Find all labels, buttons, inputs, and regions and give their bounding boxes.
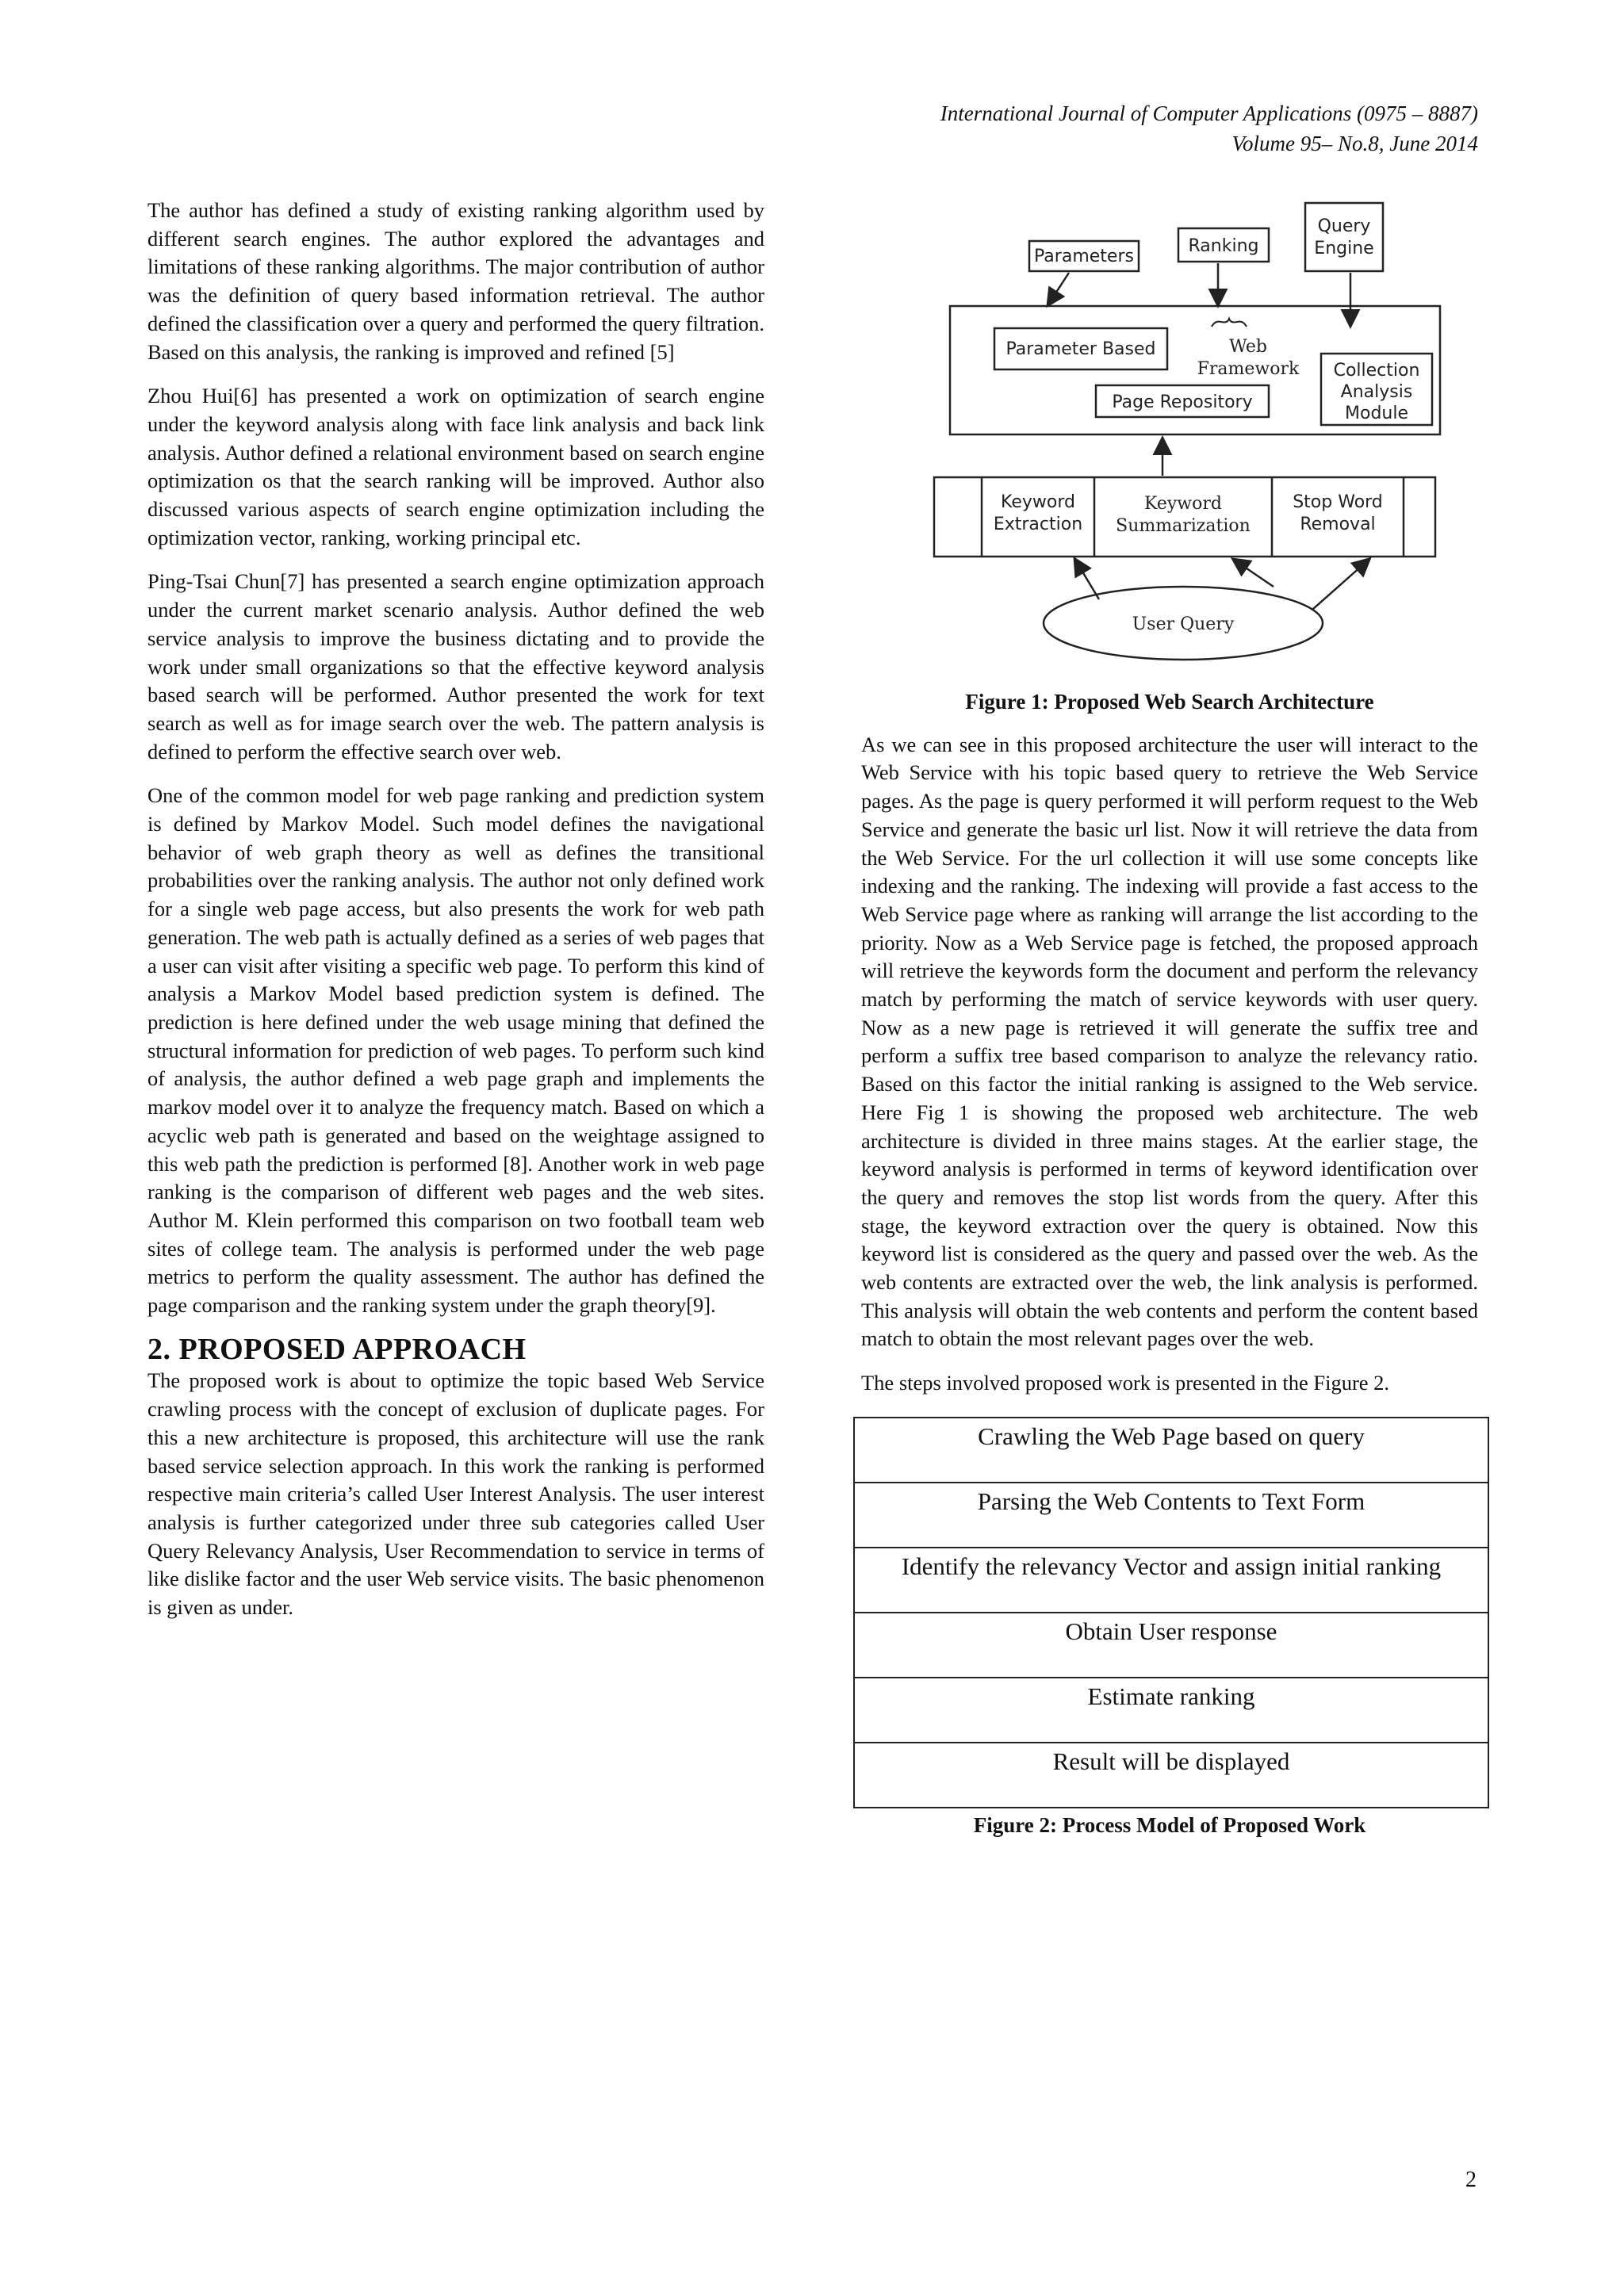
collection-label-2: Analysis — [1340, 382, 1413, 402]
paragraph: The steps involved proposed work is presented in the Figure 2. — [861, 1371, 1390, 1395]
stop-word-label-2: Removal — [1300, 515, 1376, 534]
stop-word-label-1: Stop Word — [1293, 492, 1383, 512]
query-engine-label-1: Query — [1317, 216, 1371, 236]
process-step: Identify the relevancy Vector and assign initial ranking — [855, 1548, 1488, 1613]
figure-1-caption: Figure 1: Proposed Web Search Architecture — [965, 690, 1374, 714]
journal-volume: Volume 95– No.8, June 2014 — [1231, 132, 1478, 155]
query-engine-box — [1305, 203, 1383, 271]
paragraph: One of the common model for web page ranking and prediction system is defined by Markov Model. Such model defines the navigational behavior of web graph theory as well as defines the transitional probabilities over the ranking analysis. The author not only defined work for a single web page access, but also presents the work for web path generation. The web path is actually defined as a series of web pages that a user can visit after visiting a specific web page. To perform this kind of analysis a Markov Model based prediction system is defined. The prediction is here defined under the web usage mining that defined the structural information for prediction of web pages. To perform such kind of analysis, the author defined a web page graph and implements the markov model over it to analyze the frequency match. Based on which a acyclic web path is generated and based on the weightage assigned to this web path the prediction is performed [8]. Another work in web page ranking is the comparison of different web pages and the web sites. Author M. Klein performed this comparison on two football team web sites of college team. The analysis is performed under the web page metrics to perform the quality assessment. The author has defined the page comparison and the ranking system under the graph theory[9]. — [147, 783, 764, 1318]
process-step: Crawling the Web Page based on query — [855, 1418, 1488, 1483]
arrow-query-extraction — [1075, 560, 1099, 599]
section-heading: 2. PROPOSED APPROACH — [147, 1332, 527, 1366]
collection-label-1: Collection — [1333, 361, 1420, 381]
process-model-table — [853, 1417, 1489, 1808]
paragraph: As we can see in this proposed architecture the user will interact to the Web Service with his topic based query to retrieve the Web Service pages. As the page is query performed it will perform request to the Web Service and generate the basic url list. Now it will retrieve the data from the Web Service. For the url collection it will use some concepts like indexing and the ranking. The indexing will provide a fast access to the Web Service page where as ranking will arrange the list according to the priority. Now as a Web Service page is fetched, the proposed approach will retrieve the keywords form the document and perform the relevancy match by performing the match of service keywords with user query. Now as a new page is retrieved it will generate the suffix tree and perform a suffix tree based comparison to analyze the relevancy ratio. Based on this factor the initial ranking is assigned to the Web service. Here Fig 1 is showing the proposed web architecture. The web architecture is divided in three mains stages. At the earlier stage, the keyword analysis is performed in terms of keyword identification over the query and removes the stop list words from the query. After this stage, the keyword extraction over the query is obtained. Now this keyword list is considered as the query and passed over the web. As the web contents are extracted over the web, the link analysis is performed. This analysis will obtain the web contents and perform the content based match to obtain the most relevant pages over the web. — [861, 732, 1478, 1351]
keyword-extraction-label-1: Keyword — [1001, 492, 1075, 512]
arrow-query-summarization — [1234, 560, 1274, 587]
user-query-label: User Query — [1132, 614, 1235, 634]
right-column — [861, 197, 1478, 1854]
journal-title: International Journal of Computer Applications (0975 – 8887) — [940, 101, 1478, 125]
arrow-parameters — [1048, 273, 1069, 304]
process-step: Estimate ranking — [855, 1678, 1488, 1743]
keyword-extraction-label-2: Extraction — [993, 515, 1083, 534]
query-engine-label-2: Engine — [1314, 239, 1374, 258]
collection-label-3: Module — [1345, 404, 1408, 423]
keyword-summarization-label-1: Keyword — [1144, 494, 1222, 514]
paragraph: Ping-Tsai Chun[7] has presented a search engine optimization approach under the current market scenario analysis. Author defined the web service analysis to improve the business dictating and to provide the work under small organizations so that the effective keyword analysis based search will be performed. Author presented the work for text search as well as for image search over the web. The pattern analysis is defined to perform the effective search over web. — [147, 569, 764, 763]
paragraph: The author has defined a study of existing ranking algorithm used by different search engines. The author explored the advantages and limitations of these ranking algorithms. The major contribution of author was the definition of query based information retrieval. The author defined the classification over a query and performed the query filtration. Based on this analysis, the ranking is improved and refined [5] — [147, 198, 764, 364]
architecture-diagram — [861, 197, 1478, 688]
process-step: Obtain User response — [855, 1613, 1488, 1678]
web-framework-label-2: Framework — [1197, 359, 1300, 379]
left-column — [147, 197, 764, 1638]
parameters-label: Parameters — [1034, 247, 1134, 266]
page-repository-label: Page Repository — [1112, 392, 1253, 412]
paragraph: Zhou Hui[6] has presented a work on optimization of search engine under the keyword analysis along with face link analysis and back link analysis. Author defined a relational environment based on search engine optimization os that the search ranking will be improved. Author also discussed various aspects of search engine optimization including the optimization vector, ranking, working principal etc. — [147, 384, 764, 549]
web-framework-label-1: Web — [1229, 337, 1267, 357]
page-number: 2 — [1465, 2168, 1477, 2192]
keyword-summarization-label-2: Summarization — [1116, 516, 1251, 536]
ranking-label: Ranking — [1188, 236, 1259, 256]
figure-1-diagram — [861, 197, 1478, 688]
journal-header — [940, 98, 1478, 159]
framework-brace — [1212, 319, 1247, 327]
parameter-based-label: Parameter Based — [1005, 339, 1156, 359]
figure-2-caption: Figure 2: Process Model of Proposed Work — [973, 1812, 1366, 1837]
process-step: Parsing the Web Contents to Text Form — [855, 1483, 1488, 1548]
arrow-query-stopword — [1313, 560, 1369, 609]
process-step: Result will be displayed — [1052, 1747, 1290, 1775]
paragraph: The proposed work is about to optimize the topic based Web Service crawling process with the concept of exclusion of duplicate pages. For this a new architecture is proposed, this architecture will use the rank based service selection approach. In this work the ranking is performed respective main criteria’s called User Interest Analysis. The user interest analysis is further categorized under three sub categories called User Query Relevancy Analysis, User Recommendation to service in terms of like dislike factor and the user Web service visits. The basic phenomenon is given as under. — [147, 1368, 764, 1620]
